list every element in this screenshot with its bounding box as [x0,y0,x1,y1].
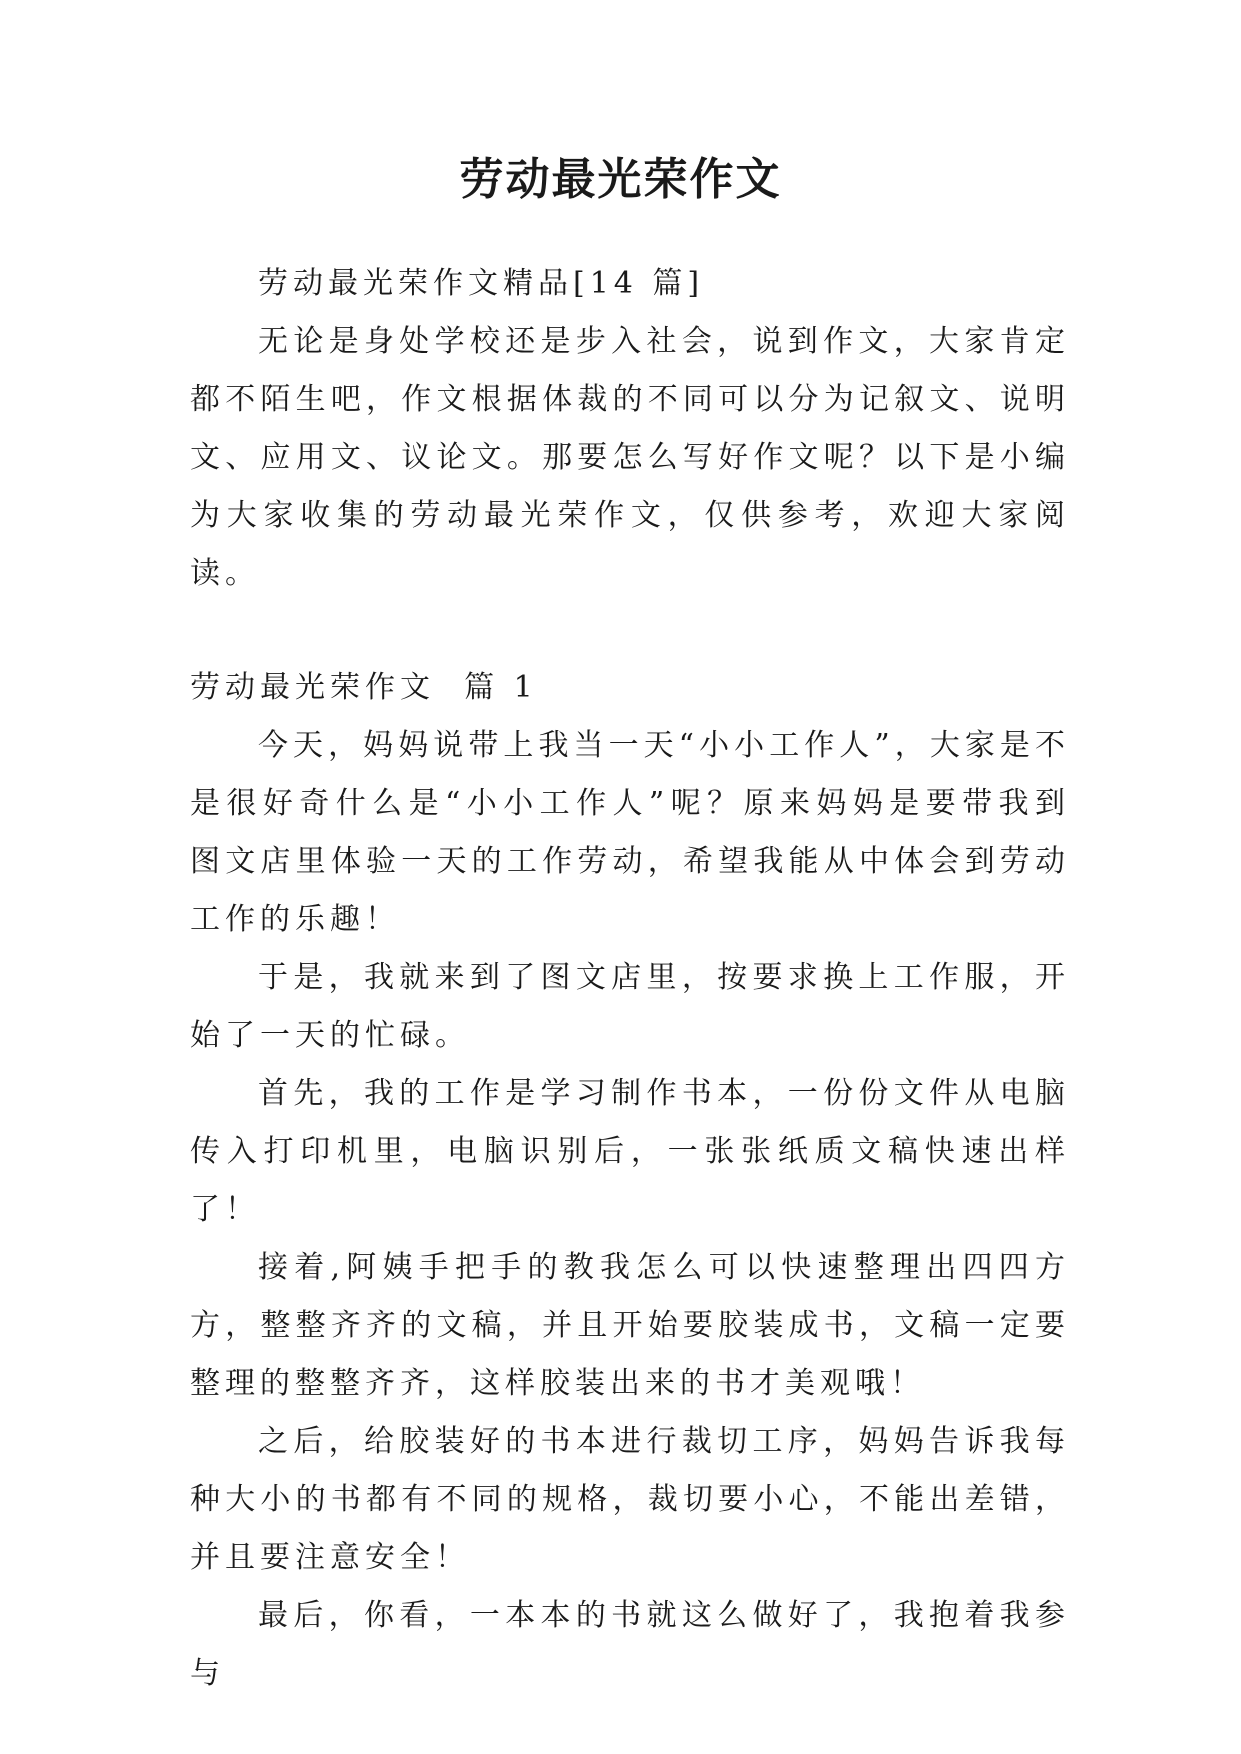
paragraph: 今天，妈妈说带上我当一天“小小工作人”，大家是不是很好奇什么是“小小工作人”呢？原来妈妈是要带我到图文店里体验一天的工作劳动，希望我能从中体会到劳动工作的乐趣！ [190,728,1070,937]
section-heading: 劳动最光荣作文 篇 1 [190,670,538,705]
section-spacer [190,603,1070,659]
paragraph: 首先，我的工作是学习制作书本，一份份文件从电脑传入打印机里，电脑识别后，一张张纸质文稿快速出样了！ [190,1076,1070,1227]
document-title: 劳动最光荣作文 [459,154,782,205]
intro-paragraph: 无论是身处学校还是步入社会，说到作文，大家肯定都不陌生吧，作文根据体裁的不同可以分为记叙文、说明文、应用文、议论文。那要怎么写好作文呢？以下是小编为大家收集的劳动最光荣作文，仅供参考，欢迎大家阅读。 [190,324,1070,591]
paragraph: 最后，你看，一本本的书就这么做好了，我抱着我参与 [190,1598,1070,1691]
paragraph: 接着,阿姨手把手的教我怎么可以快速整理出四四方方，整整齐齐的文稿，并且开始要胶装成书，文稿一定要整理的整整齐齐，这样胶装出来的书才美观哦！ [190,1250,1070,1401]
document-subtitle: 劳动最光荣作文精品[14 篇] [258,266,705,301]
paragraph: 于是，我就来到了图文店里，按要求换上工作服，开始了一天的忙碌。 [190,960,1070,1053]
paragraph: 之后，给胶装好的书本进行裁切工序，妈妈告诉我每种大小的书都有不同的规格，裁切要小心，不能出差错，并且要注意安全！ [190,1424,1070,1575]
document-body [190,255,1070,1703]
